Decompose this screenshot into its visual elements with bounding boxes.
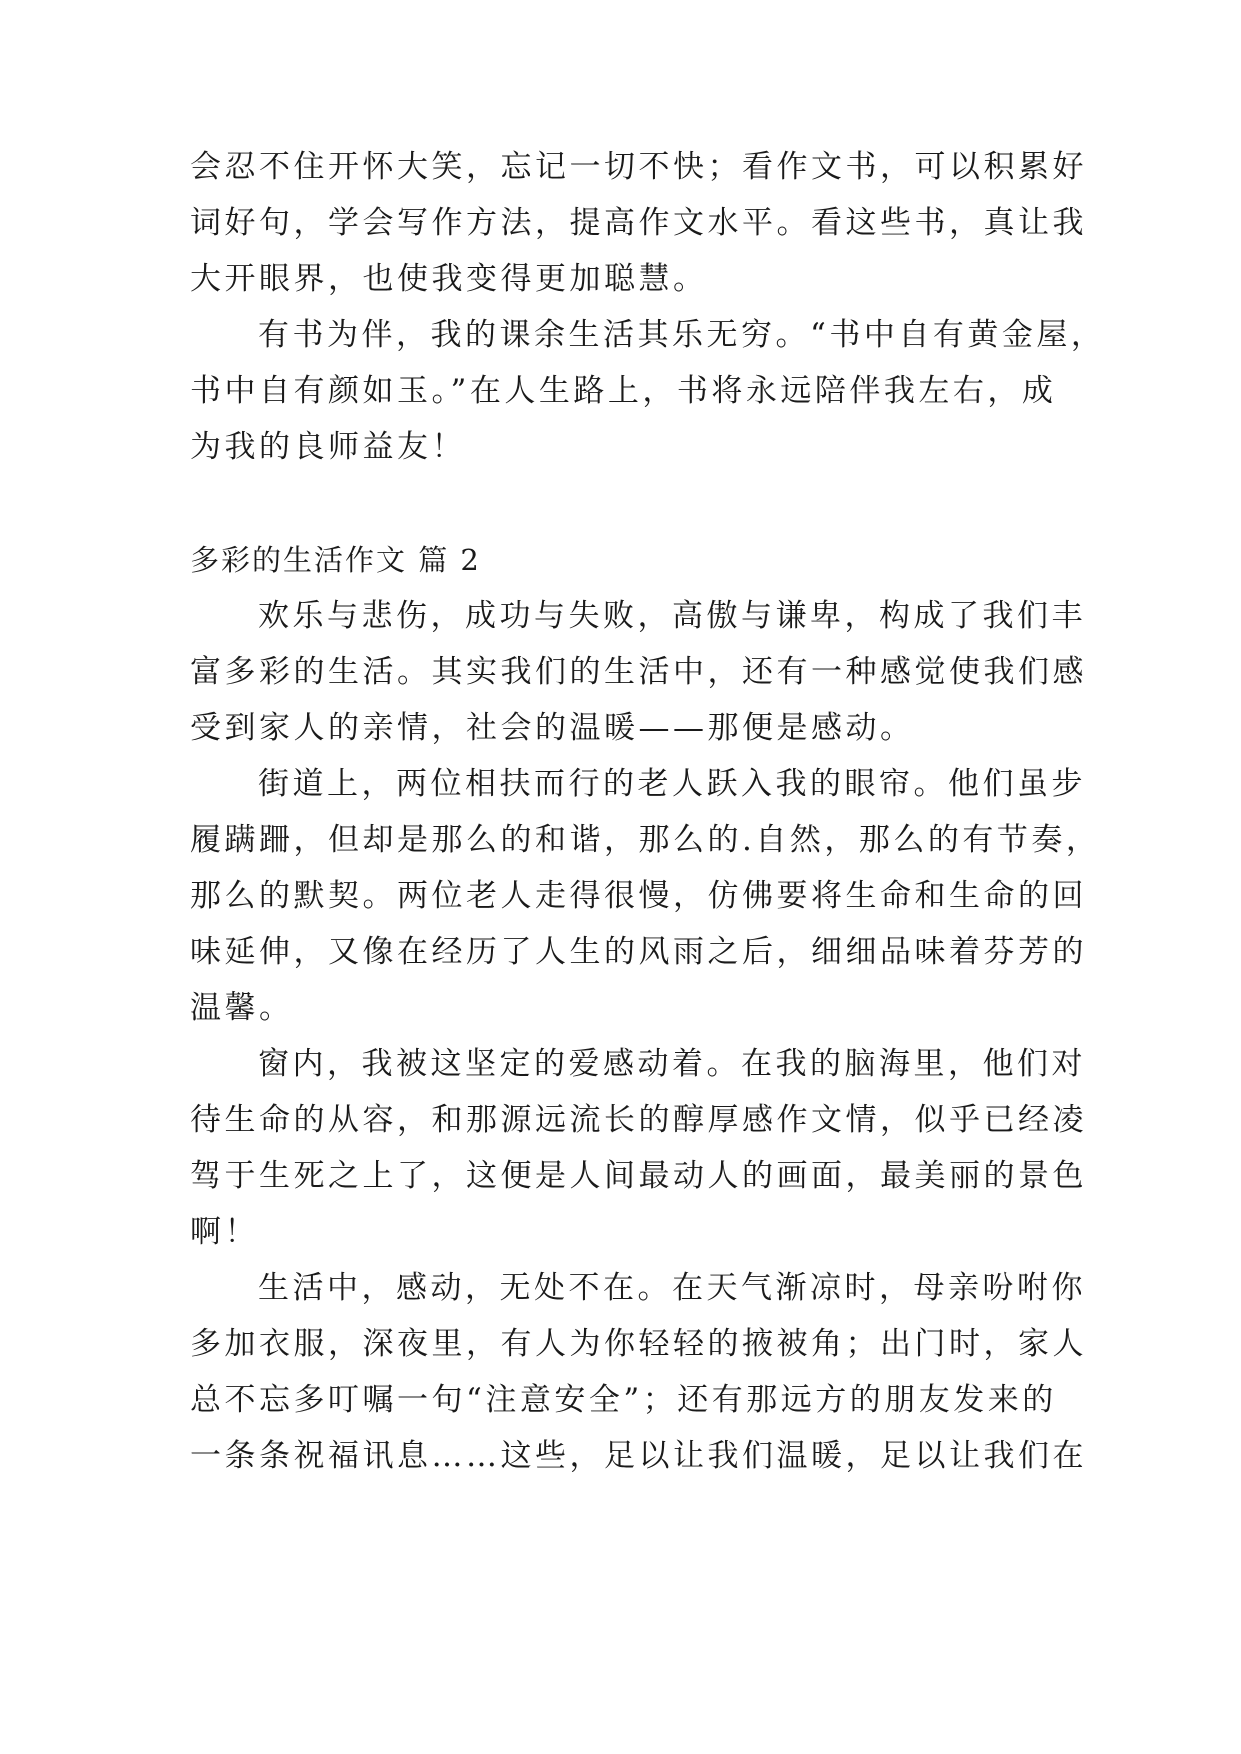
paragraph-line: 驾于生死之上了，这便是人间最动人的画面，最美丽的景色: [190, 1158, 1087, 1194]
paragraph-line: 书中自有颜如玉。”在人生路上，书将永远陪伴我左右，成: [190, 373, 1057, 409]
paragraph-line: 温馨。: [190, 990, 294, 1026]
paragraph-line: 啊！: [190, 1214, 259, 1250]
paragraph-line: 总不忘多叮嘱一句“注意安全”；还有那远方的朋友发来的: [190, 1382, 1057, 1418]
paragraph-line: 为我的良师益友！: [190, 429, 466, 465]
paragraph-first-line: 欢乐与悲伤，成功与失败，高傲与谦卑，构成了我们丰: [258, 598, 1086, 634]
paragraph-first-line: 生活中，感动，无处不在。在天气渐凉时，母亲吩咐你: [258, 1270, 1086, 1306]
paragraph-line: 那么的默契。两位老人走得很慢，仿佛要将生命和生命的回: [190, 878, 1087, 914]
paragraph-line: 味延伸，又像在经历了人生的风雨之后，细细品味着芬芳的: [190, 934, 1087, 970]
paragraph-line: 受到家人的亲情，社会的温暖——那便是感动。: [190, 710, 915, 746]
paragraph-line: 一条条祝福讯息……这些，足以让我们温暖，足以让我们在: [190, 1438, 1087, 1474]
paragraph-first-line: 有书为伴，我的课余生活其乐无穷。“书中自有黄金屋，: [258, 317, 1106, 353]
paragraph-line: 多加衣服，深夜里，有人为你轻轻的掖被角；出门时，家人: [190, 1326, 1087, 1362]
section-heading: 多彩的生活作文 篇 2: [190, 543, 481, 577]
paragraph-line: 待生命的从容，和那源远流长的醇厚感作文情，似乎已经凌: [190, 1102, 1087, 1138]
paragraph-line: 富多彩的生活。其实我们的生活中，还有一种感觉使我们感: [190, 654, 1087, 690]
paragraph-line: 会忍不住开怀大笑，忘记一切不快；看作文书，可以积累好: [190, 149, 1087, 185]
paragraph-line: 大开眼界，也使我变得更加聪慧。: [190, 261, 708, 297]
paragraph-line: 词好句，学会写作方法，提高作文水平。看这些书，真让我: [190, 205, 1087, 241]
paragraph-first-line: 街道上，两位相扶而行的老人跃入我的眼帘。他们虽步: [258, 766, 1086, 802]
paragraph-line: 履蹒跚，但却是那么的和谐，那么的.自然，那么的有节奏，: [190, 822, 1101, 858]
paragraph-first-line: 窗内，我被这坚定的爱感动着。在我的脑海里，他们对: [258, 1046, 1086, 1082]
